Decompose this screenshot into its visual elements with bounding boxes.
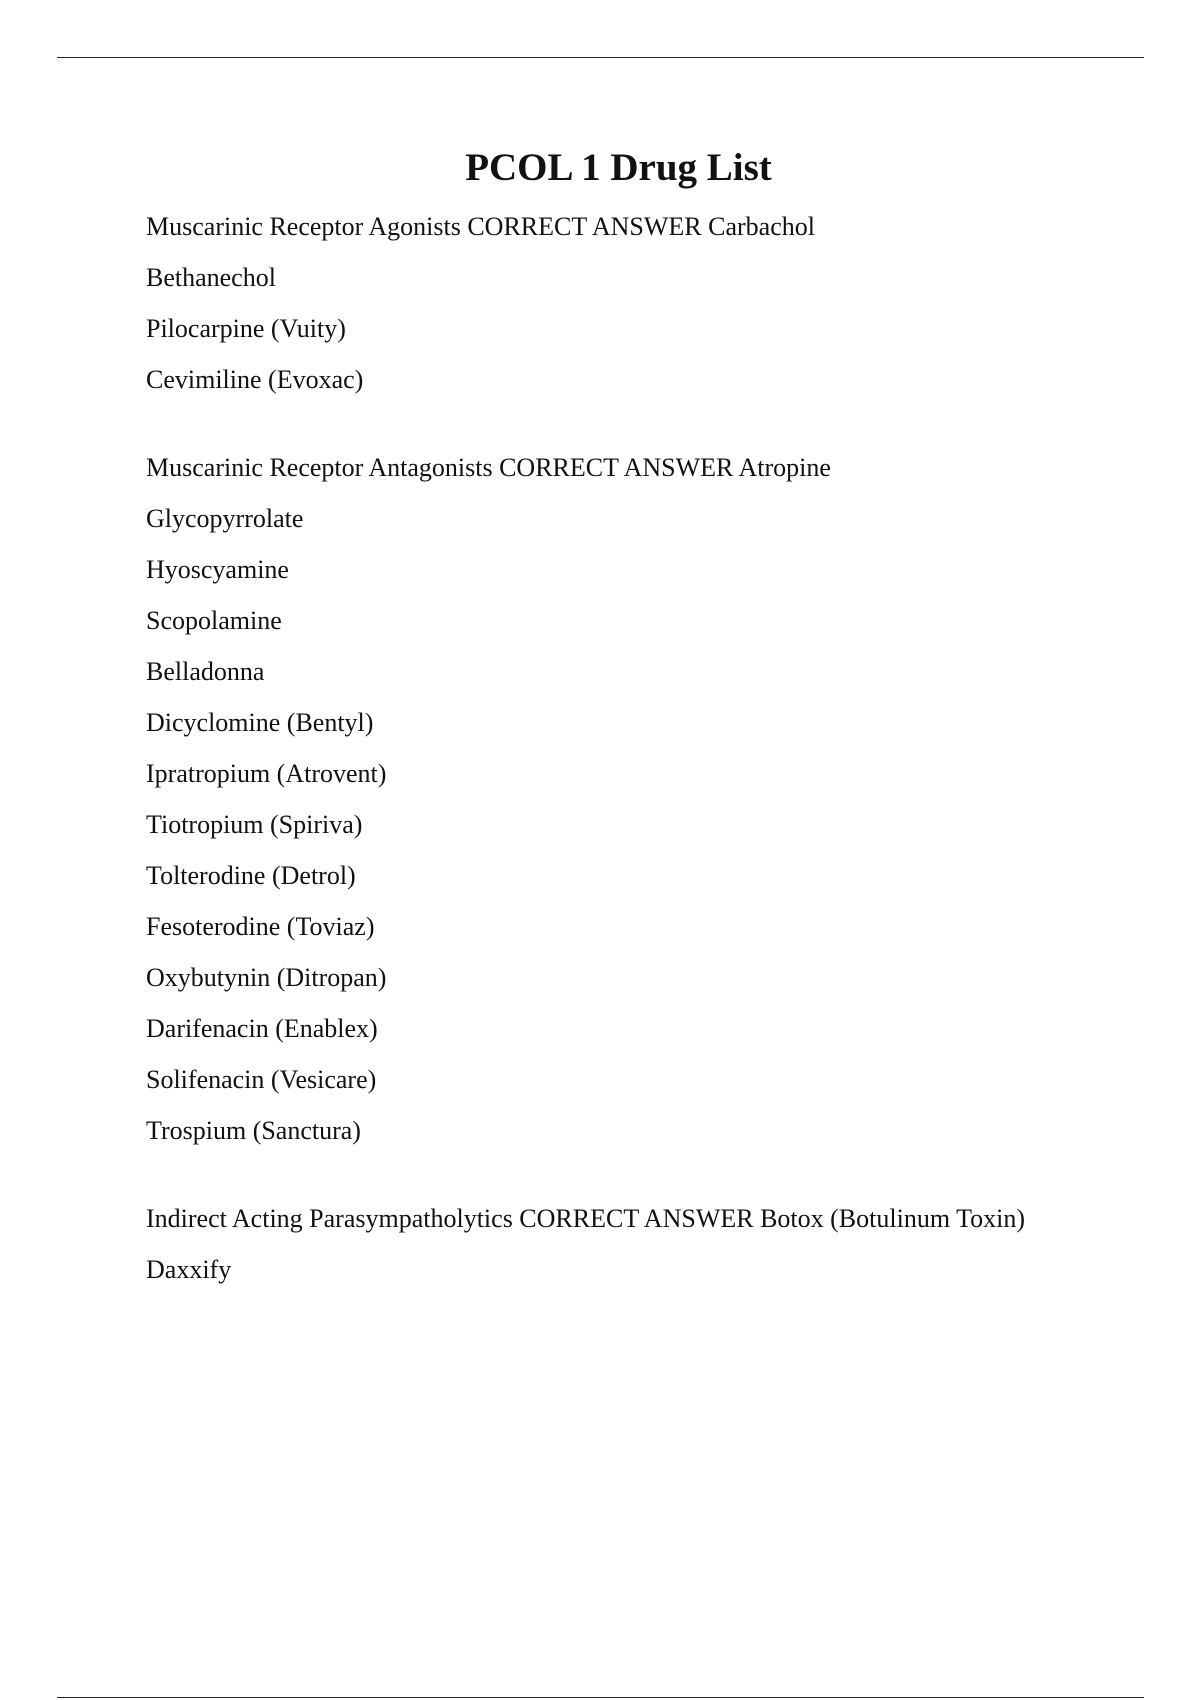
section-muscarinic-agonists bbox=[146, 208, 1046, 398]
list-item: Tiotropium (Spiriva) bbox=[146, 810, 363, 839]
section-heading: Muscarinic Receptor Antagonists CORRECT ANSWER Atropine bbox=[146, 453, 831, 482]
document-body bbox=[146, 208, 1046, 1302]
list-item: Scopolamine bbox=[146, 606, 282, 635]
list-item: Tolterodine (Detrol) bbox=[146, 861, 356, 890]
list-item: Bethanechol bbox=[146, 263, 276, 292]
top-rule bbox=[57, 57, 1144, 58]
list-item: Dicyclomine (Bentyl) bbox=[146, 708, 374, 737]
list-item: Pilocarpine (Vuity) bbox=[146, 314, 346, 343]
list-item: Darifenacin (Enablex) bbox=[146, 1014, 378, 1043]
bottom-rule bbox=[57, 1697, 1144, 1698]
list-item: Cevimiline (Evoxac) bbox=[146, 365, 364, 394]
section-heading: Muscarinic Receptor Agonists CORRECT ANSWER Carbachol bbox=[146, 212, 815, 241]
page-title: PCOL 1 Drug List bbox=[465, 146, 772, 189]
list-item: Solifenacin (Vesicare) bbox=[146, 1065, 377, 1094]
list-item: Oxybutynin (Ditropan) bbox=[146, 963, 387, 992]
list-item: Glycopyrrolate bbox=[146, 504, 304, 533]
list-item: Daxxify bbox=[146, 1255, 232, 1284]
section-muscarinic-antagonists bbox=[146, 449, 1046, 1149]
section-indirect-parasympatholytics bbox=[146, 1200, 1046, 1288]
list-item: Trospium (Sanctura) bbox=[146, 1116, 361, 1145]
section-heading: Indirect Acting Parasympatholytics CORRECT ANSWER Botox (Botulinum Toxin) bbox=[146, 1204, 1026, 1233]
list-item: Hyoscyamine bbox=[146, 555, 289, 584]
list-item: Belladonna bbox=[146, 657, 265, 686]
list-item: Fesoterodine (Toviaz) bbox=[146, 912, 375, 941]
list-item: Ipratropium (Atrovent) bbox=[146, 759, 387, 788]
